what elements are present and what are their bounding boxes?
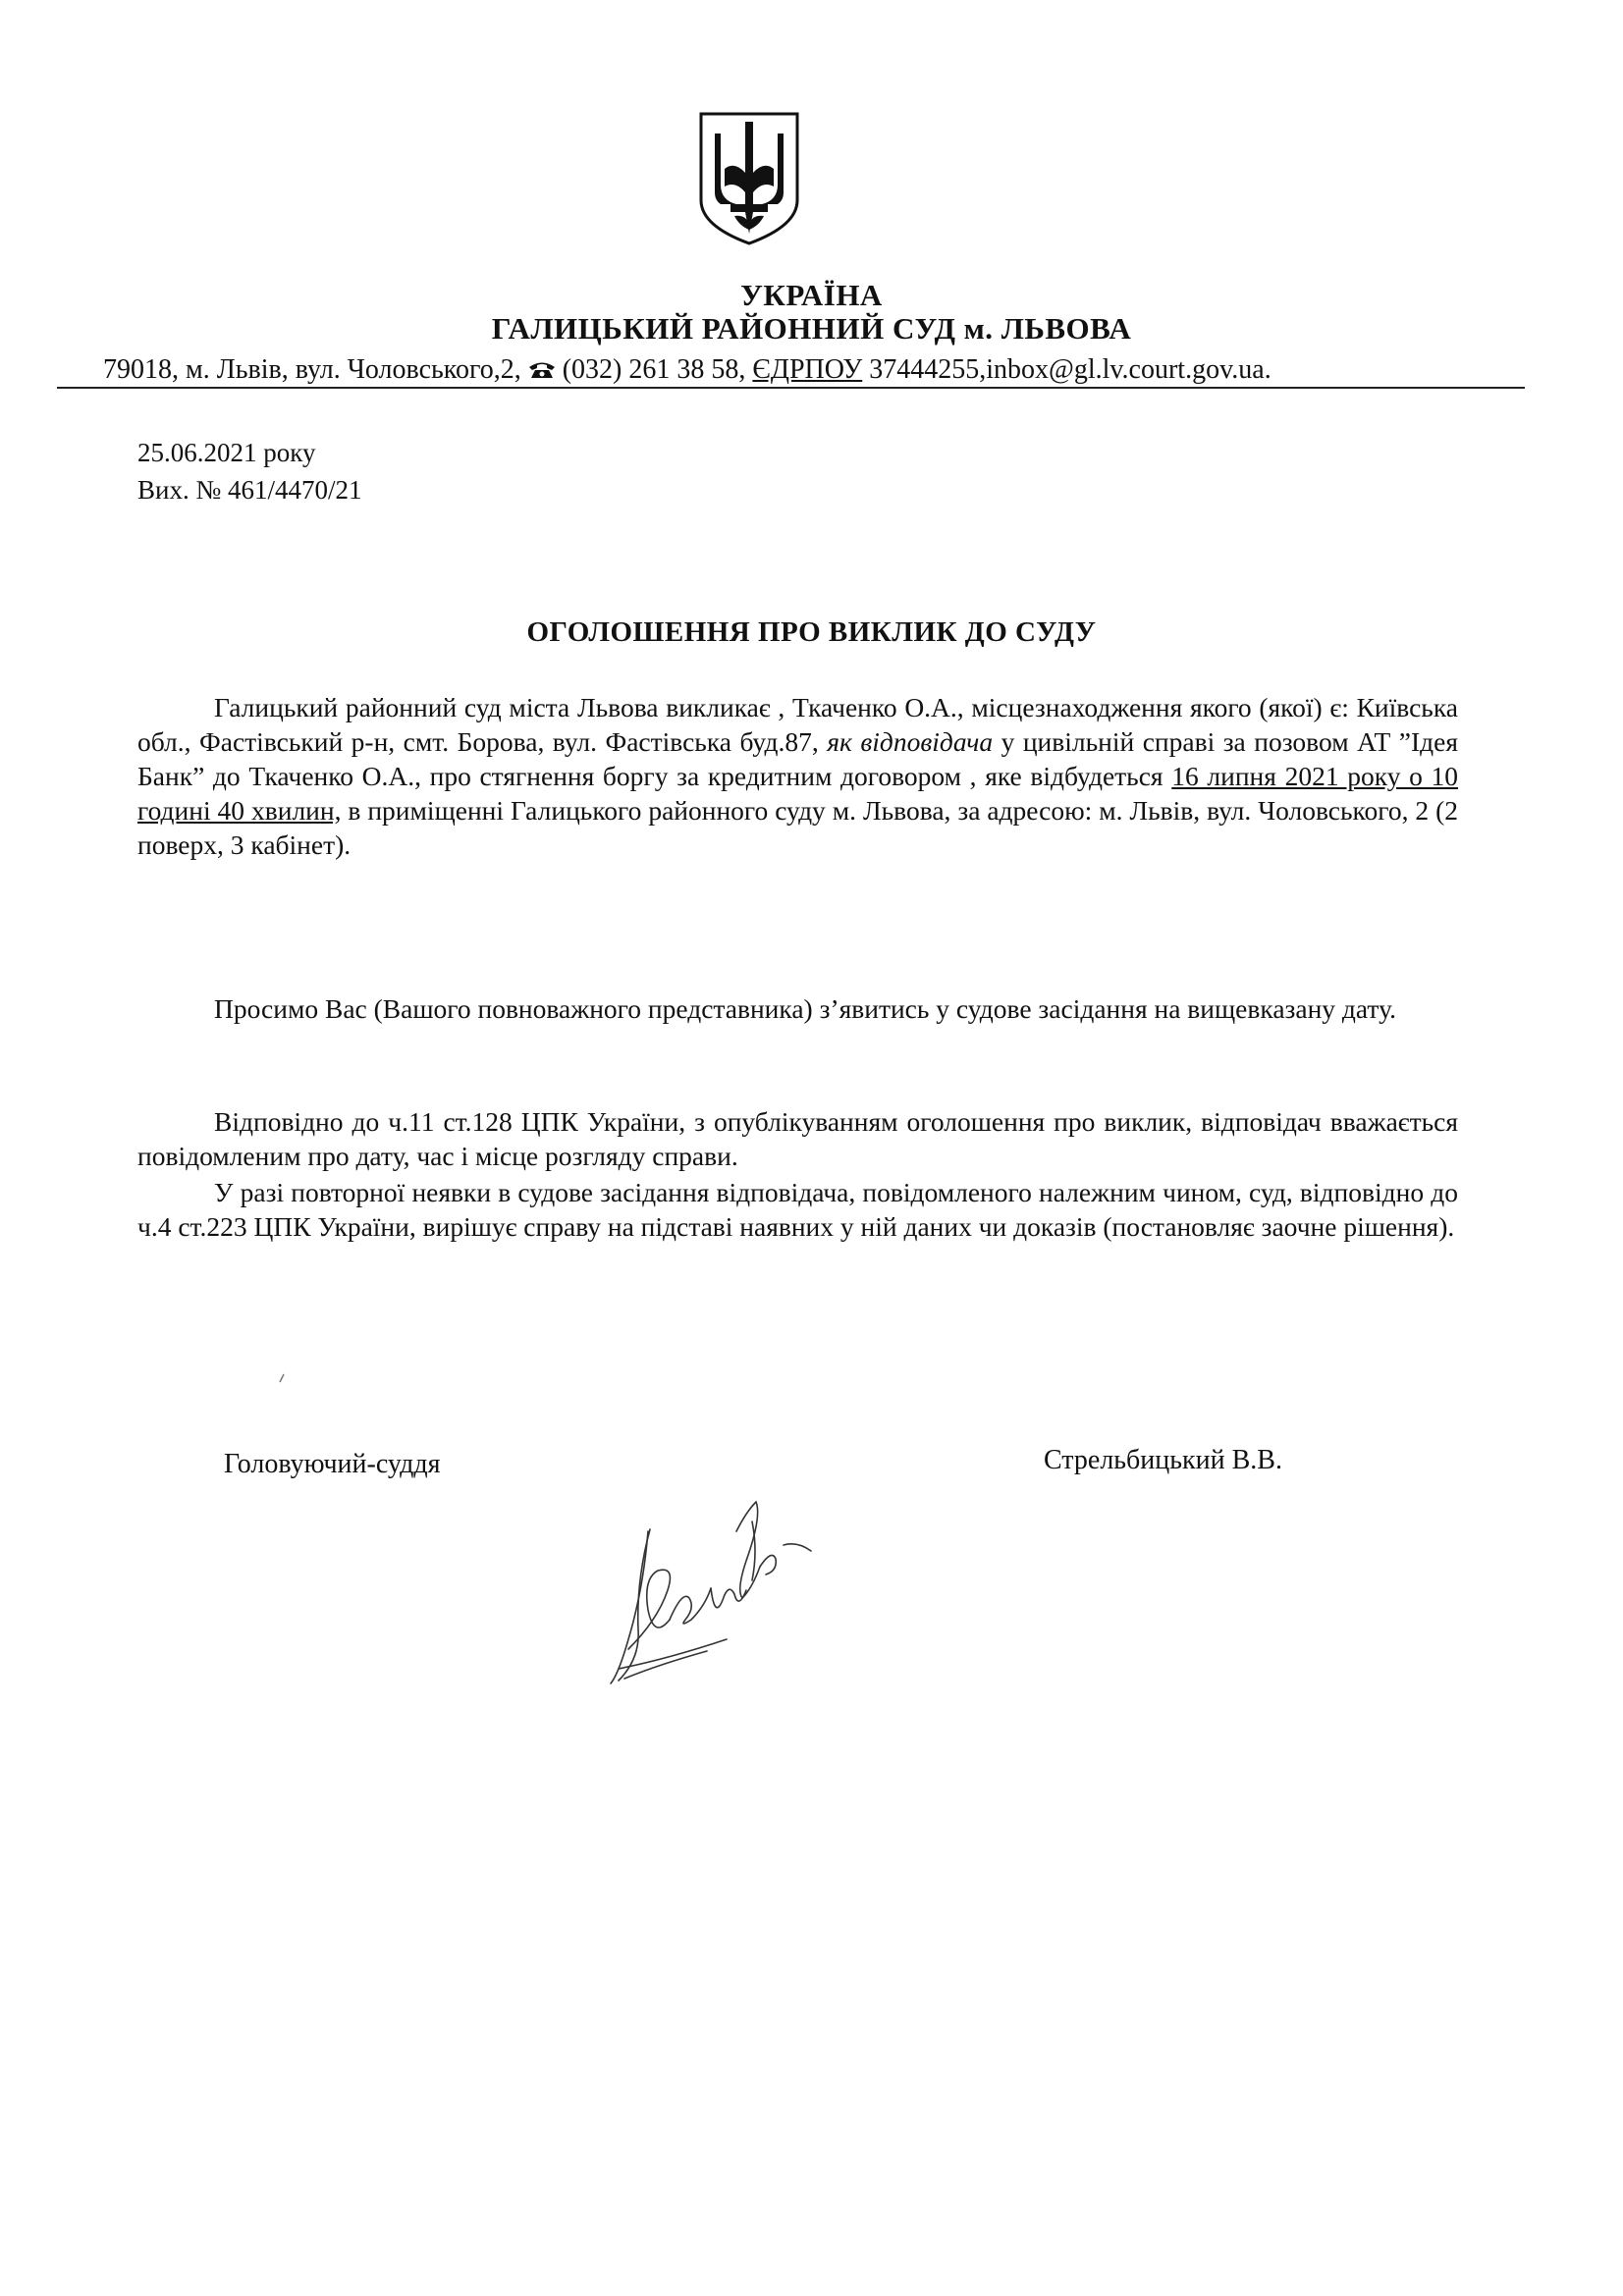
handwritten-signature-icon — [589, 1472, 825, 1698]
document-title: ОГОЛОШЕННЯ ПРО ВИКЛИК ДО СУДУ — [526, 616, 1097, 648]
presiding-judge-label: Головуючий-суддя — [224, 1449, 441, 1479]
document-date: 25.06.2021 року — [137, 438, 316, 467]
edrpou-label: ЄДРПОУ — [752, 354, 863, 385]
judge-name: Стрельбицький В.В. — [1044, 1445, 1282, 1475]
notification-paragraph — [137, 1104, 1458, 1173]
default-judgment-text: У разі повторної неявки в судове засідання відповідача, повідомленого належним чином, суд, відповідно до ч.4 ст.223 ЦПК України, вирішує справу на підставі наявних у ній даних чи доказів (постановляє заочне рішення). — [137, 1177, 1458, 1242]
attendance-request-paragraph — [137, 991, 1458, 1026]
header-divider — [57, 387, 1525, 389]
court-heading: ГАЛИЦЬКИЙ РАЙОННИЙ СУД м. ЛЬВОВА — [491, 311, 1132, 346]
phone-number: (032) 261 38 58, — [562, 354, 746, 385]
summons-text-3: в приміщенні Галицького районного суду м. Львова, за адресою: м. Львів, вул. Чоловського, 2 (2 поверх, 3 кабінет). — [137, 795, 1458, 860]
summons-paragraph — [137, 690, 1458, 862]
trident-coat-of-arms-icon — [695, 110, 803, 247]
defendant-role: як відповідача — [827, 726, 994, 757]
country-heading: УКРАЇНА — [740, 278, 883, 312]
address-text: 79018, м. Львів, вул. Чоловського,2, — [103, 354, 521, 385]
court-address-line — [103, 354, 1271, 386]
telephone-icon — [528, 361, 556, 379]
scan-mark — [279, 1370, 285, 1380]
outgoing-number: Вих. № 461/4470/21 — [137, 475, 362, 505]
edrpou-and-email: 37444255,inbox@gl.lv.court.gov.ua. — [869, 354, 1271, 385]
summons-text-2: у цивільній справі за позовом АТ ”Ідея Банк” до Ткаченко О.А., про стягнення боргу за кредитним договором , яке відбудеться — [137, 726, 1459, 791]
attendance-request-text: Просимо Вас (Вашого повноважного представника) з’явитись у судове засідання на вищевказану дату. — [214, 993, 1396, 1024]
hearing-datetime: 16 липня 2021 року о 10 годині 40 хвилин, — [137, 761, 1458, 826]
notification-text: Відповідно до ч.11 ст.128 ЦПК України, з опублікуванням оголошення про виклик, відповідач вважається повідомленим про дату, час і місце розгляду справи. — [137, 1106, 1458, 1171]
default-judgment-paragraph — [137, 1175, 1458, 1244]
summons-text-1: Галицький районний суд міста Львова викликає , Ткаченко О.А., місцезнаходження якого (якої) є: Київська обл., Фастівський р-н, смт. Борова, вул. Фастівська буд.87, — [137, 692, 1458, 757]
